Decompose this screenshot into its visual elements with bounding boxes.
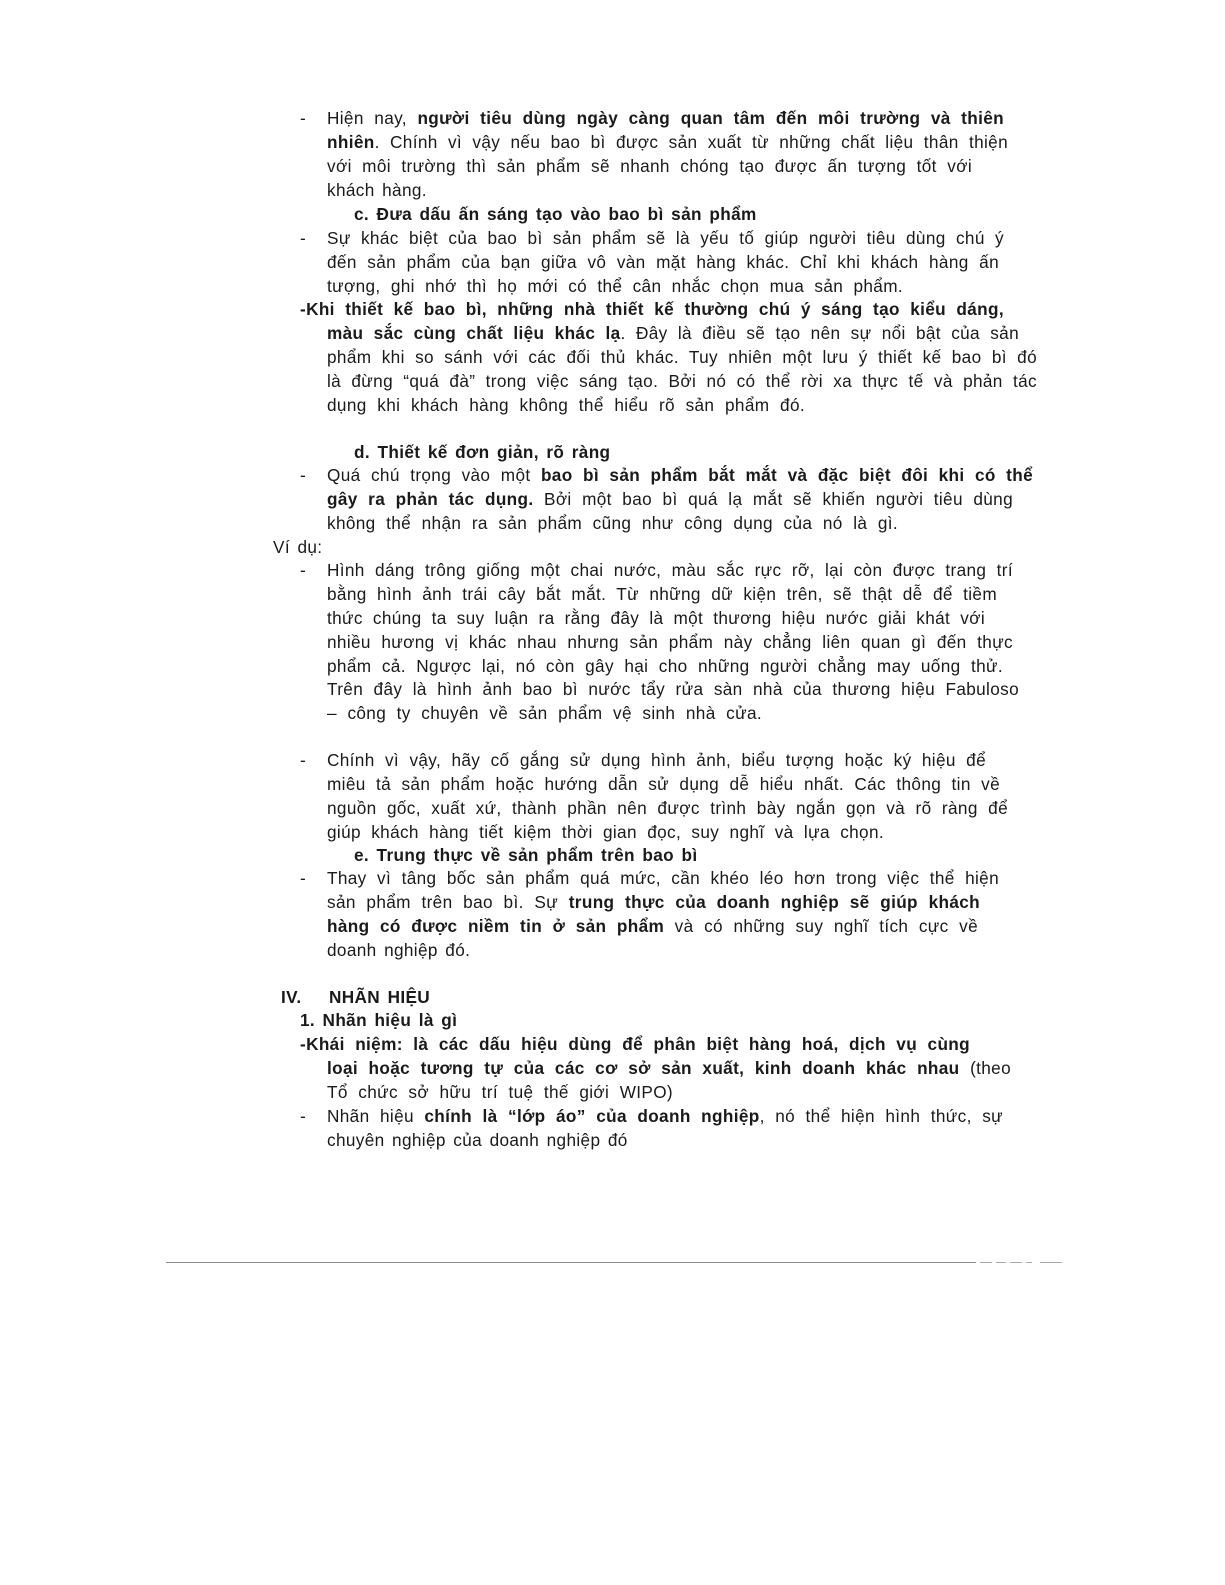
bold-text-run: chính là “lớp áo” của doanh nghiệp: [424, 1106, 760, 1126]
subheading-d: d. Thiết kế đơn giản, rõ ràng: [354, 442, 611, 462]
text-run: Nhãn hiệu: [327, 1106, 425, 1126]
paragraph-line: Chính vì vậy, hãy cố gắng sử dụng hình ảnh, biểu tượng hoặc ký hiệu để: [327, 750, 986, 770]
paragraph-line: -Khái niệm: là các dấu hiệu dùng để phân biệt hàng hoá, dịch vụ cùng: [300, 1034, 970, 1054]
paragraph-line: với môi trường thì sản phẩm sẽ nhanh chóng tạo được ấn tượng tốt với: [327, 156, 972, 176]
paragraph-line: nhiều hương vị khác nhau nhưng sản phẩm này chẳng liên quan gì đến thực: [327, 632, 1013, 652]
paragraph-line: phẩm khi so sánh với các đối thủ khác. Tuy nhiên một lưu ý thiết kế bao bì đó: [327, 347, 1037, 367]
paragraph-line: đến sản phẩm của bạn giữa vô vàn mặt hàng khác. Chỉ khi khách hàng ấn: [327, 252, 999, 272]
text-run: Bởi một bao bì quá lạ mắt sẽ khiến người tiêu dùng: [533, 489, 1013, 509]
paragraph-line: [327, 130, 1008, 154]
paragraph-line: – công ty chuyên về sản phẩm vệ sinh nhà cửa.: [327, 703, 762, 723]
paragraph-line: Tổ chức sở hữu trí tuệ thế giới WIPO): [327, 1082, 673, 1102]
footer-divider-segment: [980, 1262, 992, 1263]
paragraph-line: khách hàng.: [327, 180, 427, 200]
section-number: IV.: [281, 987, 302, 1007]
bold-text-run: hàng có được niềm tin ở sản phẩm: [327, 916, 665, 936]
bullet-dash: -: [300, 750, 307, 770]
paragraph-line: Thay vì tâng bốc sản phẩm quá mức, cần khéo léo hơn trong việc thể hiện: [327, 868, 999, 888]
bold-text-run: bao bì sản phẩm bắt mắt và đặc biệt đôi khi có thể: [540, 465, 1033, 485]
paragraph-line: thức chúng ta suy luận ra rằng đây là một thương hiệu nước giải khát với: [327, 608, 985, 628]
paragraph-line: [327, 914, 978, 938]
paragraph-line: chuyên nghiệp của doanh nghiệp đó: [327, 1130, 628, 1150]
paragraph-line: miêu tả sản phẩm hoặc hướng dẫn sử dụng dễ hiểu nhất. Các thông tin về: [327, 774, 1000, 794]
bold-text-run: loại hoặc tương tự của các cơ sở sản xuất, kinh doanh khác nhau: [327, 1058, 960, 1078]
footer-divider-segment: [1026, 1262, 1032, 1263]
paragraph-line: Hình dáng trông giống một chai nước, màu sắc rực rỡ, lại còn được trang trí: [327, 560, 1013, 580]
text-run: . Chính vì vậy nếu bao bì được sản xuất từ những chất liệu thân thiện: [374, 132, 1008, 152]
paragraph-line: tượng, ghi nhớ thì họ mới có thể cân nhắc chọn mua sản phẩm.: [327, 276, 903, 296]
paragraph-line: giúp khách hàng tiết kiệm thời gian đọc, suy nghĩ và lựa chọn.: [327, 822, 884, 842]
paragraph-line: [327, 487, 1013, 511]
paragraph-line: không thể nhận ra sản phẩm cũng như công dụng của nó là gì.: [327, 513, 898, 533]
text-run: và có những suy nghĩ tích cực về: [664, 916, 978, 936]
paragraph-line: [327, 463, 1033, 487]
footer-divider-segment: [1010, 1262, 1022, 1263]
paragraph-line: [327, 1104, 1003, 1128]
bullet-dash: -: [300, 868, 307, 888]
subheading-e: e. Trung thực về sản phẩm trên bao bì: [354, 845, 698, 865]
bold-text-run: nhiên: [327, 132, 375, 152]
paragraph-line: là đừng “quá đà” trong việc sáng tạo. Bởi nó có thể rời xa thực tế và phản tác: [327, 371, 1037, 391]
paragraph-line: Trên đây là hình ảnh bao bì nước tẩy rửa sàn nhà của thương hiệu Fabuloso: [327, 679, 1019, 699]
footer-divider-segment: [996, 1262, 1006, 1263]
bold-text-run: màu sắc cùng chất liệu khác lạ: [327, 323, 621, 343]
example-label: Ví dụ:: [273, 537, 323, 557]
bullet-dash: -: [300, 560, 307, 580]
paragraph-line: bằng hình ảnh trái cây bắt mắt. Từ những dữ kiện trên, sẽ thật dễ để tiềm: [327, 584, 997, 604]
text-run: Quá chú trọng vào một: [327, 465, 541, 485]
paragraph-line: [327, 321, 1019, 345]
subheading-1: 1. Nhãn hiệu là gì: [300, 1010, 458, 1030]
text-run: , nó thể hiện hình thức, sự: [759, 1106, 1004, 1126]
text-run: Hiện nay,: [327, 108, 418, 128]
bold-text-run: người tiêu dùng ngày càng quan tâm đến môi trường và thiên: [417, 108, 1004, 128]
paragraph-line: [327, 1056, 1011, 1080]
bullet-dash: -: [300, 108, 307, 128]
text-run: (theo: [959, 1058, 1011, 1078]
text-run: . Đây là điều sẽ tạo nên sự nổi bật của sản: [620, 323, 1019, 343]
footer-divider: [166, 1262, 976, 1263]
paragraph-line: [327, 890, 980, 914]
paragraph-line: doanh nghiệp đó.: [327, 940, 471, 960]
paragraph-line: [327, 106, 1004, 130]
bold-text-run: trung thực của doanh nghiệp sẽ giúp khách: [568, 892, 980, 912]
paragraph-line: -Khi thiết kế bao bì, những nhà thiết kế thường chú ý sáng tạo kiểu dáng,: [300, 299, 1004, 319]
bullet-dash: -: [300, 1106, 307, 1126]
footer-divider-segment: [1040, 1262, 1062, 1263]
paragraph-line: dụng khi khách hàng không thể hiểu rõ sản phẩm đó.: [327, 395, 805, 415]
bold-text-run: gây ra phản tác dụng.: [327, 489, 534, 509]
bullet-dash: -: [300, 228, 307, 248]
paragraph-line: phẩm cả. Ngược lại, nó còn gây hại cho những người chẳng may uống thử.: [327, 656, 1003, 676]
text-run: sản phẩm trên bao bì. Sự: [327, 892, 569, 912]
paragraph-line: Sự khác biệt của bao bì sản phẩm sẽ là yếu tố giúp người tiêu dùng chú ý: [327, 228, 1004, 248]
section-title: NHÃN HIỆU: [329, 987, 431, 1007]
paragraph-line: nguồn gốc, xuất xứ, thành phần nên được trình bày ngắn gọn và rõ ràng để: [327, 798, 1008, 818]
subheading-c: c. Đưa dấu ấn sáng tạo vào bao bì sản phẩm: [354, 204, 757, 224]
bullet-dash: -: [300, 465, 307, 485]
